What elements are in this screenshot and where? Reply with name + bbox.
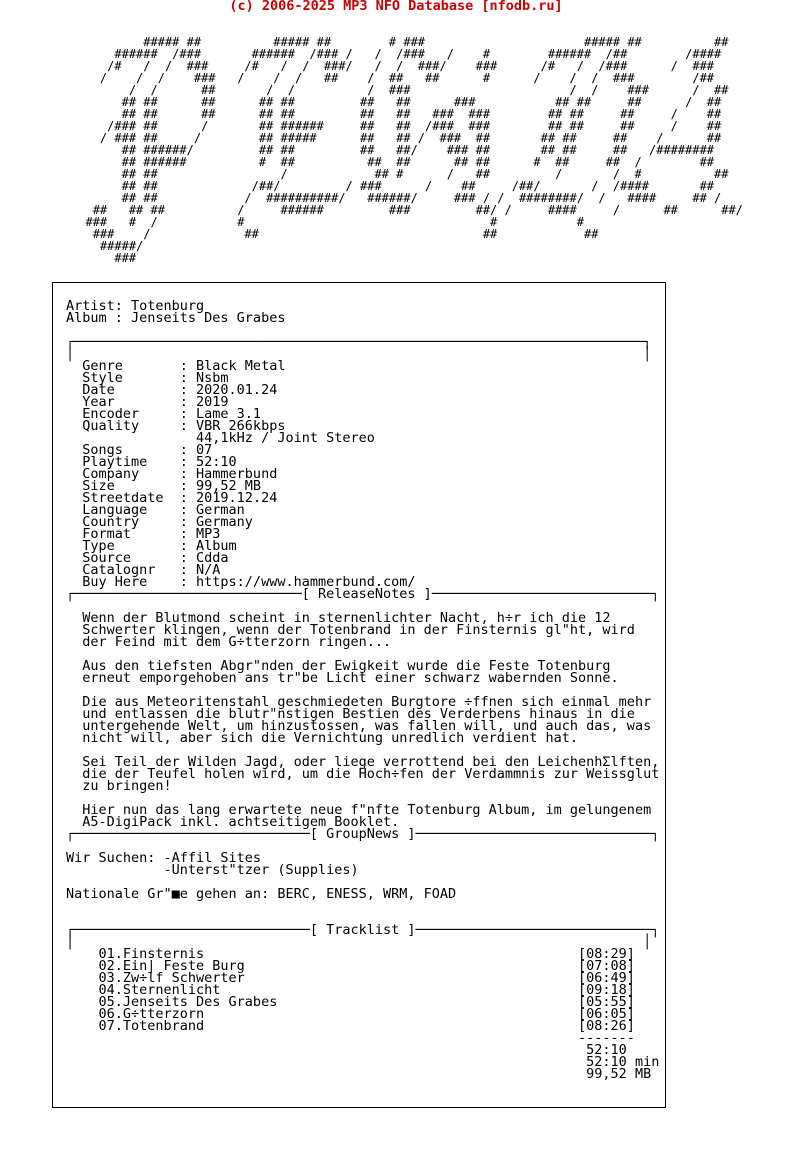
release-notes-body (66, 612, 659, 828)
release-note-line: Wenn der Blutmond scheint in sternenlichter Nacht, h÷r ich die 12 (66, 610, 611, 626)
logo-line: ## ###### # ## ## ## ## ## # ## ## / ## (6, 155, 715, 169)
total-time: 52:10 (66, 1042, 627, 1058)
logo-line: /# / / ### /# / / ###/ / / ###/ ### /# / /### / ### (6, 59, 715, 73)
info-field: Date : 2020.01.24 (66, 382, 278, 398)
info-box-side: │ │ (66, 346, 652, 362)
info-fields (66, 360, 659, 588)
logo-line: ## ## ## ## ## ## ## ### ### ## ## ## / ## (6, 107, 722, 121)
info-field: Country : Germany (66, 514, 253, 530)
release-note-line: erneut emporgehoben ans tr"be Licht einer schwarz wabernden Sonne. (66, 670, 619, 686)
release-note-line: untergehende Welt, um hinzustossen, was fallen will, und auch das, was (66, 718, 652, 734)
artist-line: Artist: Totenburg (66, 298, 205, 314)
nfo-text (66, 300, 659, 1080)
info-field: Catalognr : N/A (66, 562, 221, 578)
track-item: 05.Jenseits Des Grabes [05:55] (66, 994, 635, 1010)
logo-line: ### / ## ## ## (6, 227, 599, 241)
release-note-line: zu bringen! (66, 778, 172, 794)
info-field: Encoder : Lame 3.1 (66, 406, 262, 422)
info-field: Streetdate : 2019.12.24 (66, 490, 278, 506)
logo-line: ###### /### ###### /### / / /### / # ###### /## /#### (6, 47, 722, 61)
release-note-line: und entlassen die blutr"nstigen Bestien des Verderbens hinaus in die (66, 706, 635, 722)
release-note-line: nicht will, aber sich die Vernichtung unredlich verdient hat. (66, 730, 579, 746)
track-item: 02.Ein| Feste Burg [07:08] (66, 958, 635, 974)
logo-line: ## ## / ##########/ ######/ ### / / ########/ / #### ## / (6, 191, 722, 205)
logo-line: ## ## ## / ###### ### ##/ / #### / ## ##/ (6, 203, 743, 217)
release-note-line: die der Teufel holen wird, um die Hoch÷fen der Verdammnis zur Weissglut (66, 766, 660, 782)
track-item: 06.G÷tterzorn [06:05] (66, 1006, 635, 1022)
logo-line: ## ## / ## # / ## / / # ## (6, 167, 729, 181)
logo-line: ### # / # # # (6, 215, 584, 229)
track-item: 07.Totenbrand [08:26] (66, 1018, 635, 1034)
total-min: 52:10 min (66, 1054, 660, 1070)
track-item: 03.Zw÷lf Schwerter [06:49] (66, 970, 635, 986)
info-box-top: ┌──────────────────────────────────────────────────────────────────────┐ (66, 334, 652, 350)
total-rule: ------- (66, 1030, 635, 1046)
logo-line: ## ## ## ## ## ## ## ### ## ## ## / ## (6, 95, 722, 109)
release-note-line: Hier nun das lang erwartete neue f"nfte Totenburg Album, im gelungenem (66, 802, 652, 818)
logo-line: ##### ## ##### ## # ### ##### ## ## (6, 35, 729, 49)
tracklist-header: ┌─────────────────────────────[ Tracklist ]─────────────────────────────┐ (66, 922, 660, 938)
site-credit: (c) 2006-2025 MP3 NFO Database [nfodb.ru] (229, 0, 563, 14)
info-field: Playtime : 52:10 (66, 454, 237, 470)
group-news-line: Nationale Gr"■e gehen an: BERC, ENESS, WRM, FOAD (66, 886, 457, 902)
tracklist-body (66, 948, 659, 1032)
tracklist-box-side: │ │ (66, 934, 652, 950)
info-field: Style : Nsbm (66, 370, 229, 386)
info-field: Language : German (66, 502, 245, 518)
info-field: Company : Hammerbund (66, 466, 278, 482)
logo-line: / / ## / / / ### / / ### / ## (6, 83, 729, 97)
logo-line: ## ## /##/ / ### / ## /##/ / /#### ## (6, 179, 715, 193)
release-note-line: Sei Teil der Wilden Jagd, oder liege verrottend bei den LeichenhΣlften, (66, 754, 660, 770)
group-news-line: -Unterst"tzer (Supplies) (66, 862, 359, 878)
release-note-line: der Feind mit dem G÷tterzorn ringen... (66, 634, 392, 650)
logo-line: ## ######/ ## ## ## ##/ ### ## ## ## ## /######## (6, 143, 715, 157)
release-notes-header: ┌────────────────────────────[ ReleaseNotes ]───────────────────────────┐ (66, 586, 660, 602)
track-item: 04.Sternenlicht [09:18] (66, 982, 635, 998)
ascii-logo (6, 36, 743, 264)
group-news-body (66, 840, 659, 924)
release-note-line: Aus den tiefsten Abgr"nden der Ewigkeit wurde die Feste Totenburg (66, 658, 611, 674)
release-note-line: A5-DigiPack inkl. achtseitigem Booklet. (66, 814, 400, 830)
info-field: Type : Album (66, 538, 237, 554)
logo-line: / / / ### / / / ## / ## ## # / / / ### /## (6, 71, 715, 85)
info-field: Quality : VBR 266kbps (66, 418, 286, 434)
group-news-line: Wir Suchen: -Affil Sites (66, 850, 262, 866)
release-note-line: Schwerter klingen, wenn der Totenbrand in der Finsternis gl"ht, wird (66, 622, 635, 638)
logo-line: #####/ (6, 239, 144, 253)
album-line: Album : Jenseits Des Grabes (66, 310, 286, 326)
info-field: Year : 2019 (66, 394, 229, 410)
info-field: Format : MP3 (66, 526, 221, 542)
release-note-line: Die aus Meteoritenstahl geschmiedeten Burgtore ÷ffnen sich einmal mehr (66, 694, 652, 710)
logo-line: /### ## / ## ###### ## ## /### ### ## ## ## / ## (6, 119, 722, 133)
logo-line: / ### ## / ## ##### ## ## / ### ## ## ## ## / ## (6, 131, 722, 145)
track-item: 01.Finsternis [08:29] (66, 946, 635, 962)
info-field: 44,1kHz / Joint Stereo (66, 430, 375, 446)
info-field: Source : Cdda (66, 550, 229, 566)
total-size: 99,52 MB (66, 1066, 652, 1082)
info-field: Buy Here : https://www.hammerbund.com/ (66, 574, 416, 590)
info-field: Songs : 07 (66, 442, 213, 458)
info-field: Genre : Black Metal (66, 358, 286, 374)
info-field: Size : 99,52 MB (66, 478, 262, 494)
logo-line: ### (6, 251, 137, 265)
group-news-header: ┌─────────────────────────────[ GroupNews ]─────────────────────────────┐ (66, 826, 660, 842)
